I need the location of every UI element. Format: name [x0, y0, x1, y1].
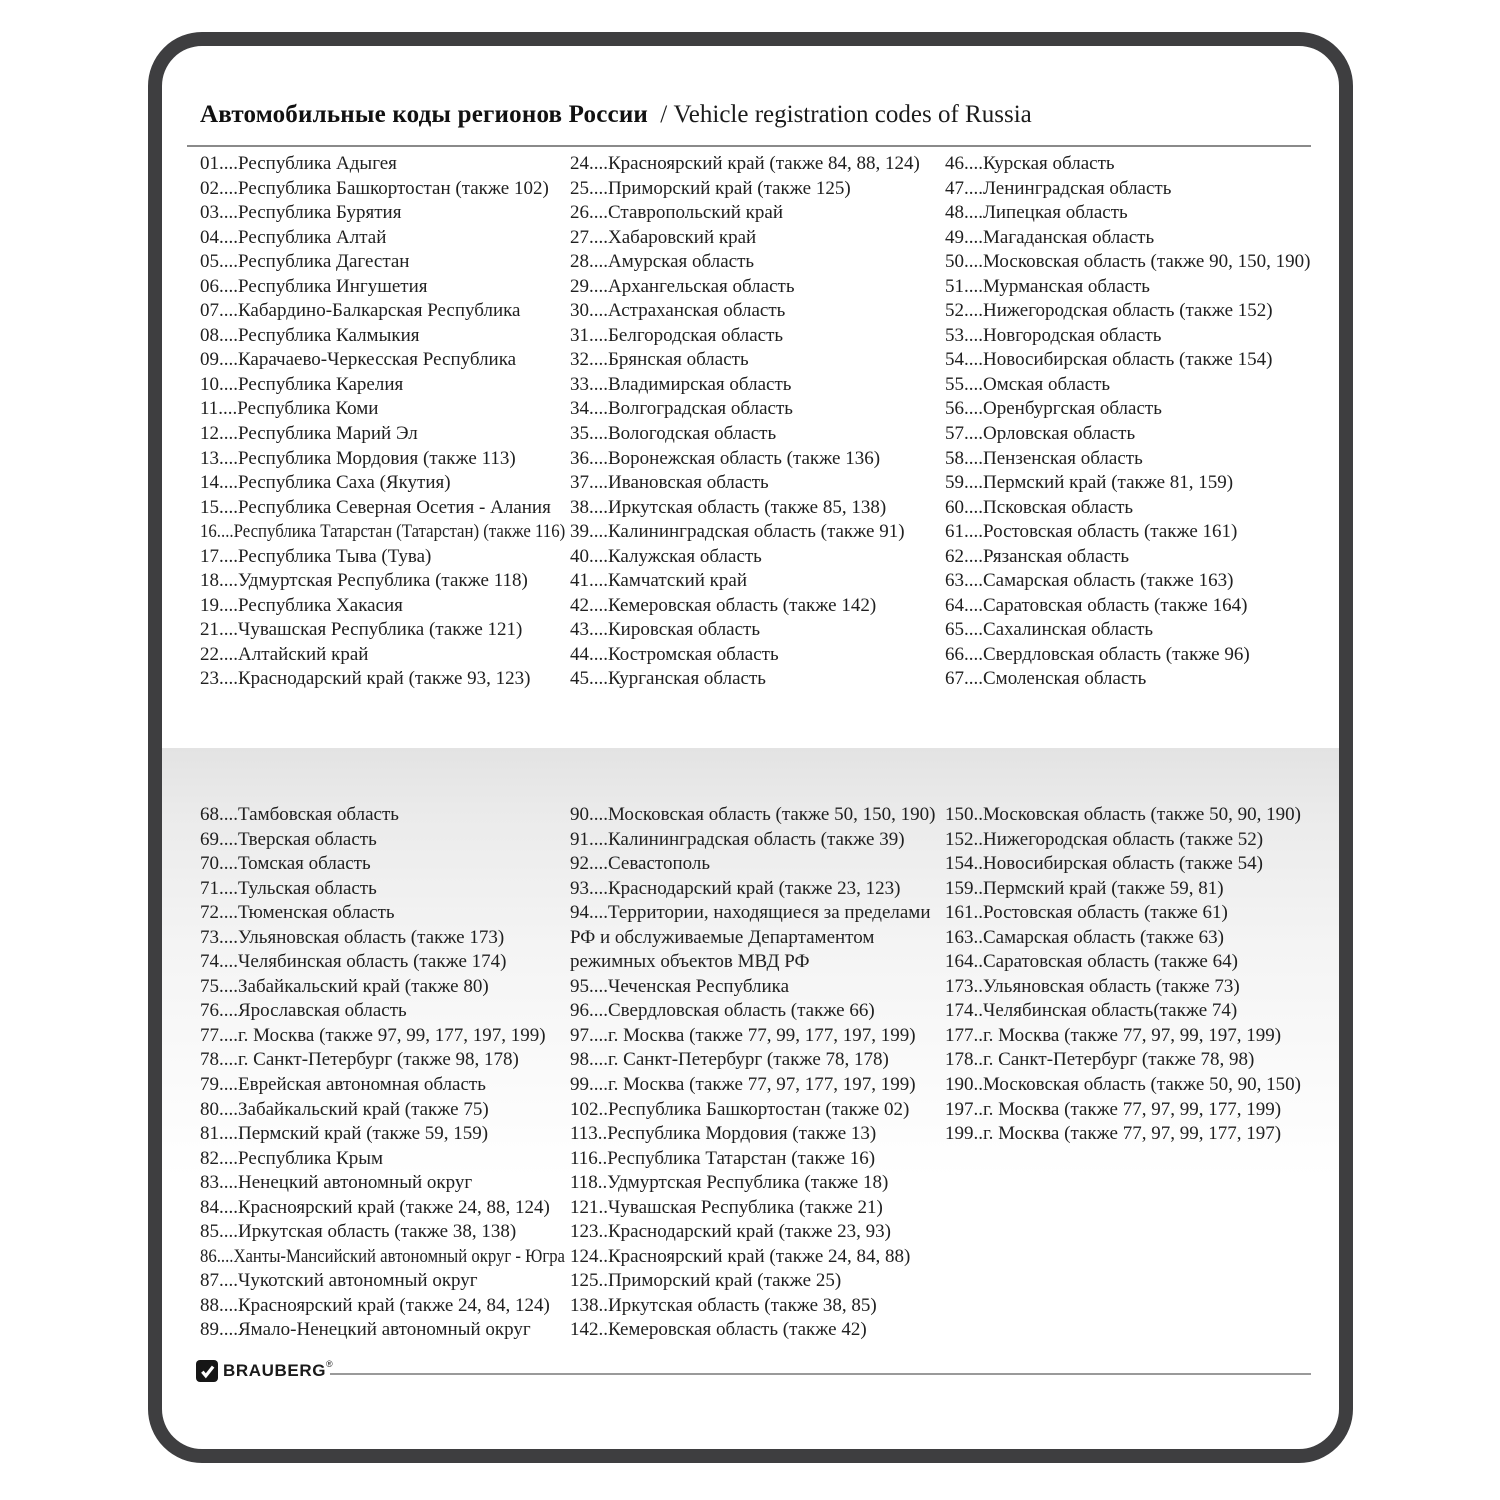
code-entry: 199..г. Москва (также 77, 97, 99, 177, 197) — [945, 1123, 1282, 1145]
code-entry: 18....Удмуртская Республика (также 118) — [200, 570, 528, 592]
code-entry: 121..Чувашская Республика (также 21) — [570, 1196, 883, 1218]
code-entry: 97....г. Москва (также 77, 99, 177, 197, 199) — [570, 1024, 916, 1046]
code-entry: 150..Московская область (также 50, 90, 190) — [945, 804, 1301, 825]
code-entry: 54....Новосибирская область (также 154) — [945, 349, 1273, 371]
code-entry: 05....Республика Дагестан — [200, 251, 410, 273]
code-entry: 17....Республика Тыва (Тува) — [200, 545, 432, 567]
code-entry: 96....Свердловская область (также 66) — [570, 1000, 875, 1022]
code-entry: 116..Республика Татарстан (также 16) — [570, 1147, 876, 1169]
code-entry: 50....Московская область (также 90, 150, 190) — [945, 251, 1311, 273]
code-entry: 67....Смоленская область — [945, 668, 1147, 690]
code-entry: 95....Чеченская Республика — [570, 975, 790, 997]
code-entry: 56....Оренбургская область — [945, 398, 1162, 420]
code-entry: 161..Ростовская область (также 61) — [945, 902, 1228, 924]
code-entry: 66....Свердловская область (также 96) — [945, 643, 1250, 665]
codes-column-bottom-2 — [570, 803, 938, 1343]
codes-column-top-1 — [200, 152, 565, 692]
code-entry: 124..Красноярский край (также 24, 84, 88) — [570, 1245, 911, 1267]
code-entry: 113..Республика Мордовия (также 13) — [570, 1123, 877, 1145]
code-entry: 190..Московская область (также 50, 90, 150) — [945, 1074, 1301, 1096]
code-entry: 102..Республика Башкортостан (также 02) — [570, 1098, 910, 1120]
code-entry: 70....Томская область — [200, 853, 371, 875]
code-entry: 15....Республика Северная Осетия - Алания — [200, 496, 551, 518]
code-entry: 75....Забайкальский край (также 80) — [200, 975, 489, 997]
code-entry: 85....Иркутская область (также 38, 138) — [200, 1221, 517, 1243]
code-entry: 87....Чукотский автономный округ — [200, 1270, 478, 1292]
code-entry: 12....Республика Марий Эл — [200, 423, 418, 445]
page-title-english: / Vehicle registration codes of Russia — [660, 101, 1032, 128]
code-entry: 86....Ханты-Мансийский автономный округ - Югра — [200, 1245, 565, 1267]
code-entry: 08....Республика Калмыкия — [200, 324, 420, 346]
code-entry: 164..Саратовская область (также 64) — [945, 951, 1238, 973]
code-entry: 59....Пермский край (также 81, 159) — [945, 472, 1234, 494]
code-entry: 45....Курганская область — [570, 668, 766, 690]
codes-column-bottom-3 — [945, 803, 1313, 1147]
code-entry: 84....Красноярский край (также 24, 88, 124) — [200, 1196, 550, 1218]
code-entry: 46....Курская область — [945, 153, 1115, 174]
code-entry: 63....Самарская область (также 163) — [945, 570, 1234, 592]
code-entry: 79....Еврейская автономная область — [200, 1074, 486, 1096]
code-entry: 19....Республика Хакасия — [200, 594, 403, 616]
code-entry: 82....Республика Крым — [200, 1147, 384, 1169]
code-entry: 44....Костромская область — [570, 643, 779, 665]
code-entry: 21....Чувашская Республика (также 121) — [200, 619, 523, 641]
code-entry: 74....Челябинская область (также 174) — [200, 951, 507, 973]
code-entry: 88....Красноярский край (также 24, 84, 124) — [200, 1294, 550, 1316]
code-entry: 80....Забайкальский край (также 75) — [200, 1098, 489, 1120]
code-entry: 16....Республика Татарстан (Татарстан) (также 116) — [200, 521, 566, 543]
code-entry: 177..г. Москва (также 77, 97, 99, 197, 199) — [945, 1024, 1282, 1046]
code-entry: 77....г. Москва (также 97, 99, 177, 197, 199) — [200, 1024, 546, 1046]
code-entry: 23....Краснодарский край (также 93, 123) — [200, 668, 531, 690]
code-entry: 142..Кемеровская область (также 42) — [570, 1319, 867, 1341]
code-entry: 35....Вологодская область — [570, 423, 777, 445]
code-entry: 40....Калужская область — [570, 545, 762, 567]
code-entry: 65....Сахалинская область — [945, 619, 1154, 641]
code-entry: 99....г. Москва (также 77, 97, 177, 197, 199) — [570, 1074, 916, 1096]
code-entry: 31....Белгородская область — [570, 324, 784, 346]
code-entry: 90....Московская область (также 50, 150, 190) — [570, 804, 936, 825]
code-entry: 174..Челябинская область(также 74) — [945, 1000, 1238, 1022]
code-entry: 04....Республика Алтай — [200, 226, 387, 248]
code-entry: 154..Новосибирская область (также 54) — [945, 853, 1263, 875]
code-entry: 125..Приморский край (также 25) — [570, 1270, 842, 1292]
code-entry: 98....г. Санкт-Петербург (также 78, 178) — [570, 1049, 889, 1071]
code-entry: 138..Иркутская область (также 38, 85) — [570, 1294, 877, 1316]
code-entry: 53....Новгородская область — [945, 324, 1162, 346]
code-entry: 51....Мурманская область — [945, 275, 1150, 297]
code-entry: 09....Карачаево-Черкесская Республика — [200, 349, 517, 371]
code-entry: 55....Омская область — [945, 373, 1111, 395]
page-frame — [148, 32, 1353, 1463]
codes-column-top-3 — [945, 152, 1313, 692]
code-entry: 13....Республика Мордовия (также 113) — [200, 447, 516, 469]
code-entry: 06....Республика Ингушетия — [200, 275, 428, 297]
code-entry: 47....Ленинградская область — [945, 177, 1172, 199]
code-entry: 43....Кировская область — [570, 619, 761, 641]
codes-column-bottom-1 — [200, 803, 565, 1343]
code-entry: 64....Саратовская область (также 164) — [945, 594, 1248, 616]
code-entry: 69....Тверская область — [200, 828, 377, 850]
code-entry: 39....Калининградская область (также 91) — [570, 521, 905, 543]
registered-trademark-symbol: ® — [326, 1359, 333, 1369]
code-entry: 81....Пермский край (также 59, 159) — [200, 1123, 489, 1145]
code-entry: 29....Архангельская область — [570, 275, 795, 297]
code-entry: 89....Ямало-Ненецкий автономный округ — [200, 1319, 531, 1341]
code-entry: 78....г. Санкт-Петербург (также 98, 178) — [200, 1049, 519, 1071]
code-entry: 07....Кабардино-Балкарская Республика — [200, 300, 521, 322]
title-rule — [187, 145, 1311, 147]
code-entry: 33....Владимирская область — [570, 373, 792, 395]
code-entry: 01....Республика Адыгея — [200, 153, 397, 174]
code-entry: 34....Волгоградская область — [570, 398, 793, 420]
code-entry: 83....Ненецкий автономный округ — [200, 1172, 473, 1194]
code-entry: 118..Удмуртская Республика (также 18) — [570, 1172, 889, 1194]
code-entry: 49....Магаданская область — [945, 226, 1155, 248]
page-title — [200, 101, 1032, 129]
code-entry: 178..г. Санкт-Петербург (также 78, 98) — [945, 1049, 1255, 1071]
code-entry: 02....Республика Башкортостан (также 102) — [200, 177, 549, 199]
code-entry: 94....Территории, находящиеся за пределами РФ и обслуживаемые Департаментом режимных объектов МВД РФ — [570, 902, 931, 973]
code-entry: 152..Нижегородская область (также 52) — [945, 828, 1264, 850]
brand-logo — [196, 1360, 333, 1382]
code-entry: 36....Воронежская область (также 136) — [570, 447, 881, 469]
code-entry: 25....Приморский край (также 125) — [570, 177, 851, 199]
code-entry: 42....Кемеровская область (также 142) — [570, 594, 877, 616]
code-entry: 123..Краснодарский край (также 23, 93) — [570, 1221, 892, 1243]
codes-column-top-2 — [570, 152, 938, 692]
code-entry: 68....Тамбовская область — [200, 804, 399, 825]
code-entry: 03....Республика Бурятия — [200, 202, 402, 224]
code-entry: 10....Республика Карелия — [200, 373, 404, 395]
code-entry: 93....Краснодарский край (также 23, 123) — [570, 877, 901, 899]
code-entry: 197..г. Москва (также 77, 97, 99, 177, 199) — [945, 1098, 1282, 1120]
code-entry: 159..Пермский край (также 59, 81) — [945, 877, 1224, 899]
code-entry: 73....Ульяновская область (также 173) — [200, 926, 505, 948]
code-entry: 163..Самарская область (также 63) — [945, 926, 1224, 948]
code-entry: 91....Калининградская область (также 39) — [570, 828, 905, 850]
code-entry: 11....Республика Коми — [200, 398, 379, 420]
code-entry: 57....Орловская область — [945, 423, 1136, 445]
code-entry: 72....Тюменская область — [200, 902, 395, 924]
code-entry: 92....Севастополь — [570, 853, 711, 875]
code-entry: 26....Ставропольский край — [570, 202, 784, 224]
code-entry: 37....Ивановская область — [570, 472, 769, 494]
code-entry: 60....Псковская область — [945, 496, 1134, 518]
brauberg-check-icon — [196, 1360, 218, 1382]
code-entry: 30....Астраханская область — [570, 300, 786, 322]
brand-name: BRAUBERG — [223, 1361, 327, 1380]
code-entry: 71....Тульская область — [200, 877, 377, 899]
code-entry: 41....Камчатский край — [570, 570, 747, 592]
code-entry: 62....Рязанская область — [945, 545, 1129, 567]
footer-rule — [330, 1373, 1311, 1375]
code-entry: 76....Ярославская область — [200, 1000, 407, 1022]
code-entry: 61....Ростовская область (также 161) — [945, 521, 1238, 543]
code-entry: 48....Липецкая область — [945, 202, 1128, 224]
code-entry: 58....Пензенская область — [945, 447, 1143, 469]
code-entry: 32....Брянская область — [570, 349, 749, 371]
code-entry: 28....Амурская область — [570, 251, 755, 273]
code-entry: 24....Красноярский край (также 84, 88, 124) — [570, 153, 920, 174]
code-entry: 38....Иркутская область (также 85, 138) — [570, 496, 887, 518]
page-title-russian: Автомобильные коды регионов России — [200, 101, 649, 128]
code-entry: 14....Республика Саха (Якутия) — [200, 472, 451, 494]
code-entry: 52....Нижегородская область (также 152) — [945, 300, 1273, 322]
code-entry: 173..Ульяновская область (также 73) — [945, 975, 1240, 997]
code-entry: 27....Хабаровский край — [570, 226, 757, 248]
code-entry: 22....Алтайский край — [200, 643, 369, 665]
